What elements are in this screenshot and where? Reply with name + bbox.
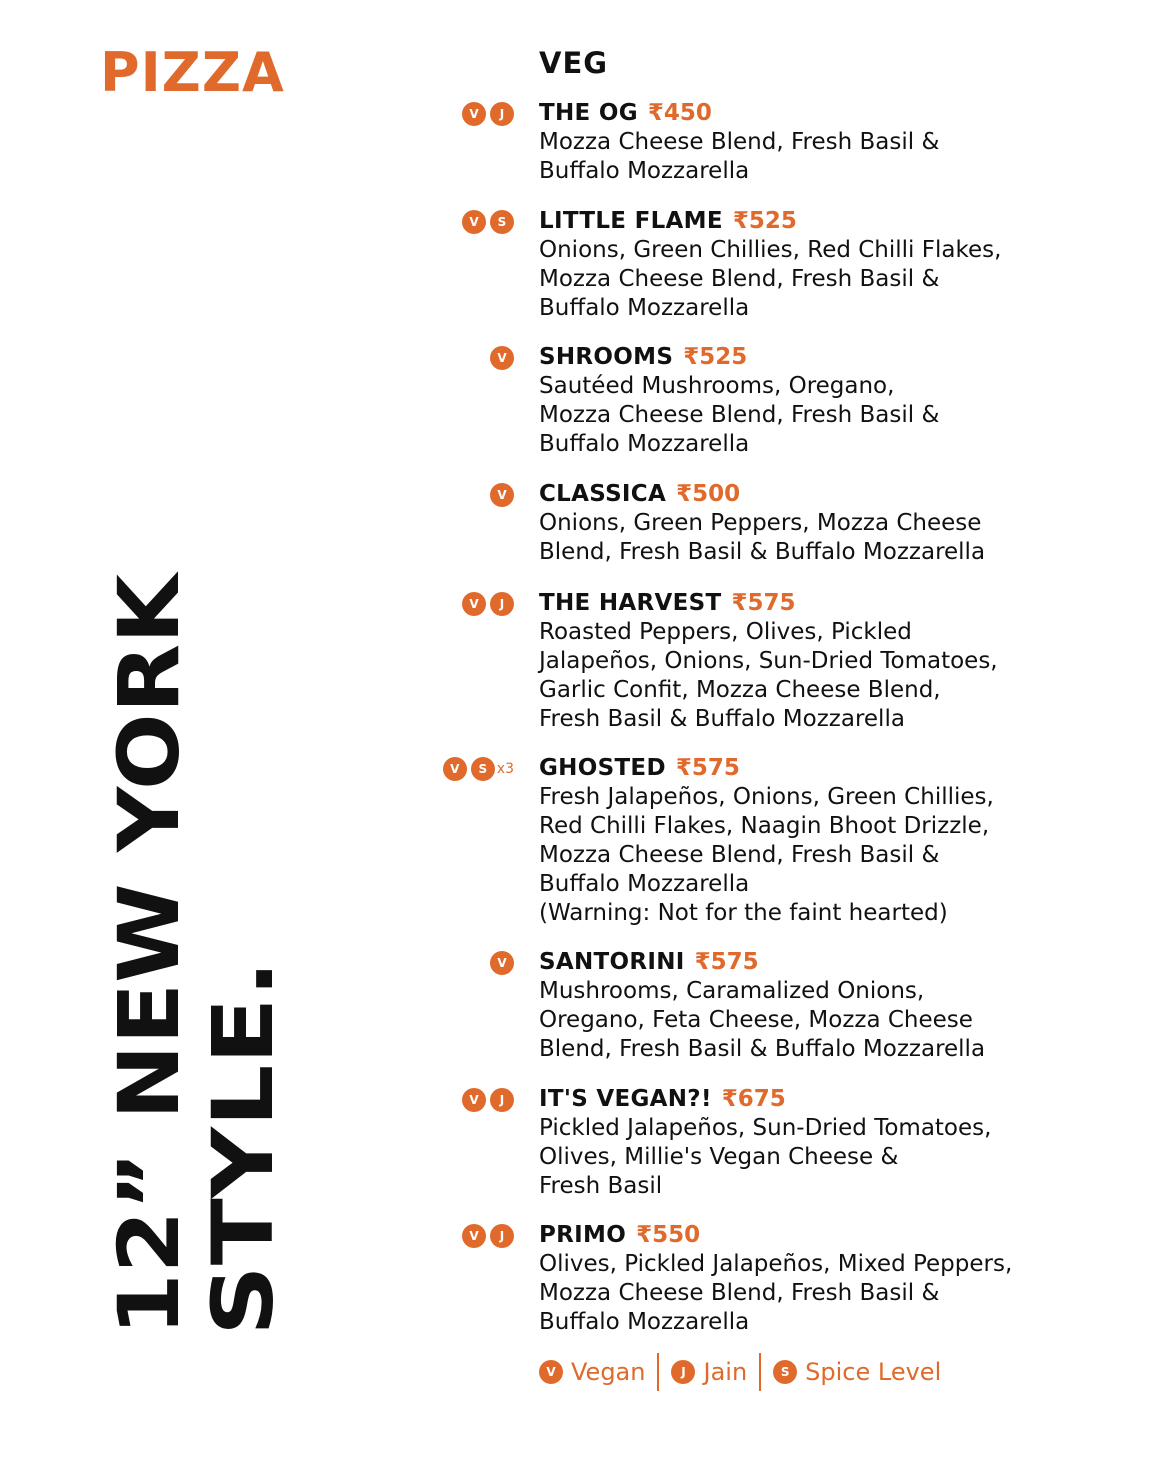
side-title bbox=[100, 570, 292, 1340]
diet-badges bbox=[462, 592, 514, 616]
jain-icon: J bbox=[490, 1224, 514, 1248]
menu-item-description: Mozza Cheese Blend, Fresh Basil & bbox=[539, 842, 940, 868]
menu-item-description: Fresh Jalapeños, Onions, Green Chillies, bbox=[539, 784, 994, 810]
legend-divider bbox=[657, 1353, 659, 1391]
menu-item-price: ₹575 bbox=[675, 755, 740, 781]
menu-item-header bbox=[539, 99, 1139, 128]
vegan-icon: V bbox=[490, 483, 514, 507]
legend-label: Spice Level bbox=[805, 1358, 942, 1386]
vegan-icon: V bbox=[490, 951, 514, 975]
menu-item-description: Pickled Jalapeños, Sun-Dried Tomatoes, bbox=[539, 1115, 992, 1141]
vegan-icon: V bbox=[539, 1360, 563, 1384]
menu-item-description: Sautéed Mushrooms, Oregano, bbox=[539, 373, 895, 399]
menu-item-description: Fresh Basil bbox=[539, 1173, 663, 1199]
menu-item-header bbox=[539, 1085, 1139, 1114]
menu-item-description: Mozza Cheese Blend, Fresh Basil & bbox=[539, 129, 940, 155]
menu-item-price: ₹550 bbox=[636, 1222, 701, 1248]
vegan-icon: V bbox=[462, 102, 486, 126]
menu-item-content bbox=[539, 589, 1139, 734]
diet-badges bbox=[490, 483, 514, 507]
menu-item-header bbox=[539, 589, 1139, 618]
menu-item-price: ₹525 bbox=[732, 208, 797, 234]
menu-item-description: Oregano, Feta Cheese, Mozza Cheese bbox=[539, 1007, 973, 1033]
menu-item-content bbox=[539, 948, 1139, 1064]
menu-item-description: Olives, Millie's Vegan Cheese & bbox=[539, 1144, 899, 1170]
menu-item-description: (Warning: Not for the faint hearted) bbox=[539, 900, 948, 926]
legend-label: Jain bbox=[703, 1358, 748, 1386]
menu-item-header bbox=[539, 480, 1139, 509]
menu-item-name: CLASSICA bbox=[539, 481, 667, 507]
menu-item-price: ₹525 bbox=[683, 344, 748, 370]
diet-badges bbox=[462, 1088, 514, 1112]
spice-icon: S bbox=[490, 210, 514, 234]
menu-item-price: ₹500 bbox=[676, 481, 741, 507]
jain-icon: J bbox=[671, 1360, 695, 1384]
spice-icon: S bbox=[471, 757, 495, 781]
legend bbox=[539, 1352, 941, 1392]
menu-item-content bbox=[539, 207, 1139, 323]
diet-badges bbox=[462, 102, 514, 126]
menu-item-price: ₹450 bbox=[647, 100, 712, 126]
vegan-icon: V bbox=[490, 346, 514, 370]
menu-item-description: Onions, Green Chillies, Red Chilli Flakes, bbox=[539, 237, 1002, 263]
legend-divider bbox=[759, 1353, 761, 1391]
section-title-veg: VEG bbox=[539, 46, 609, 80]
menu-item-content bbox=[539, 480, 1139, 567]
spice-icon: S bbox=[773, 1360, 797, 1384]
menu-item-description: Onions, Green Peppers, Mozza Cheese bbox=[539, 510, 982, 536]
menu-item-header bbox=[539, 207, 1139, 236]
legend-label: Vegan bbox=[571, 1358, 646, 1386]
jain-icon: J bbox=[490, 592, 514, 616]
menu-item-description: Buffalo Mozzarella bbox=[539, 1309, 750, 1335]
diet-badges bbox=[490, 346, 514, 370]
menu-item-price: ₹675 bbox=[721, 1086, 786, 1112]
menu-item-content bbox=[539, 1221, 1139, 1337]
menu-item-name: GHOSTED bbox=[539, 755, 666, 781]
vegan-icon: V bbox=[462, 1224, 486, 1248]
menu-item-header bbox=[539, 948, 1139, 977]
diet-badges bbox=[462, 1224, 514, 1248]
spice-multiplier: x3 bbox=[496, 761, 514, 777]
diet-badges bbox=[443, 757, 514, 781]
diet-badges bbox=[462, 210, 514, 234]
menu-item-description: Buffalo Mozzarella bbox=[539, 295, 750, 321]
menu-item-name: LITTLE FLAME bbox=[539, 208, 723, 234]
legend-jain bbox=[671, 1358, 747, 1386]
menu-item-description: Jalapeños, Onions, Sun-Dried Tomatoes, bbox=[539, 648, 998, 674]
menu-item-description: Blend, Fresh Basil & Buffalo Mozzarella bbox=[539, 1036, 986, 1062]
menu-item-description: Mushrooms, Caramalized Onions, bbox=[539, 978, 925, 1004]
vegan-icon: V bbox=[462, 592, 486, 616]
menu-item-description: Olives, Pickled Jalapeños, Mixed Peppers, bbox=[539, 1251, 1013, 1277]
menu-item-name: THE OG bbox=[539, 100, 638, 126]
menu-item-content bbox=[539, 99, 1139, 186]
legend-spice-level bbox=[773, 1358, 941, 1386]
side-title-line2: STYLE. bbox=[194, 1014, 292, 1336]
legend-vegan bbox=[539, 1358, 645, 1386]
menu-item-content bbox=[539, 343, 1139, 459]
vegan-icon: V bbox=[462, 1088, 486, 1112]
menu-item-name: IT'S VEGAN?! bbox=[539, 1086, 712, 1112]
menu-item-description: Buffalo Mozzarella bbox=[539, 871, 750, 897]
menu-item-price: ₹575 bbox=[731, 590, 796, 616]
vegan-icon: V bbox=[462, 210, 486, 234]
menu-item-description: Blend, Fresh Basil & Buffalo Mozzarella bbox=[539, 539, 986, 565]
side-title-line1: 12” NEW YORK bbox=[100, 626, 198, 1336]
vegan-icon: V bbox=[443, 757, 467, 781]
menu-item-header bbox=[539, 343, 1139, 372]
menu-item-price: ₹575 bbox=[694, 949, 759, 975]
menu-item-name: THE HARVEST bbox=[539, 590, 722, 616]
menu-item-description: Fresh Basil & Buffalo Mozzarella bbox=[539, 706, 905, 732]
menu-item-content bbox=[539, 754, 1139, 928]
menu-item-header bbox=[539, 754, 1139, 783]
menu-item-description: Garlic Confit, Mozza Cheese Blend, bbox=[539, 677, 941, 703]
menu-item-name: SANTORINI bbox=[539, 949, 685, 975]
menu-item-description: Buffalo Mozzarella bbox=[539, 158, 750, 184]
page-title: PIZZA bbox=[100, 41, 285, 104]
menu-item-name: SHROOMS bbox=[539, 344, 674, 370]
menu-item-description: Roasted Peppers, Olives, Pickled bbox=[539, 619, 912, 645]
menu-item-description: Mozza Cheese Blend, Fresh Basil & bbox=[539, 266, 940, 292]
menu-item-content bbox=[539, 1085, 1139, 1201]
menu-item-header bbox=[539, 1221, 1139, 1250]
diet-badges bbox=[490, 951, 514, 975]
jain-icon: J bbox=[490, 1088, 514, 1112]
menu-item-description: Mozza Cheese Blend, Fresh Basil & bbox=[539, 402, 940, 428]
menu-item-name: PRIMO bbox=[539, 1222, 627, 1248]
jain-icon: J bbox=[490, 102, 514, 126]
menu-item-description: Buffalo Mozzarella bbox=[539, 431, 750, 457]
menu-item-description: Mozza Cheese Blend, Fresh Basil & bbox=[539, 1280, 940, 1306]
menu-item-description: Red Chilli Flakes, Naagin Bhoot Drizzle, bbox=[539, 813, 990, 839]
